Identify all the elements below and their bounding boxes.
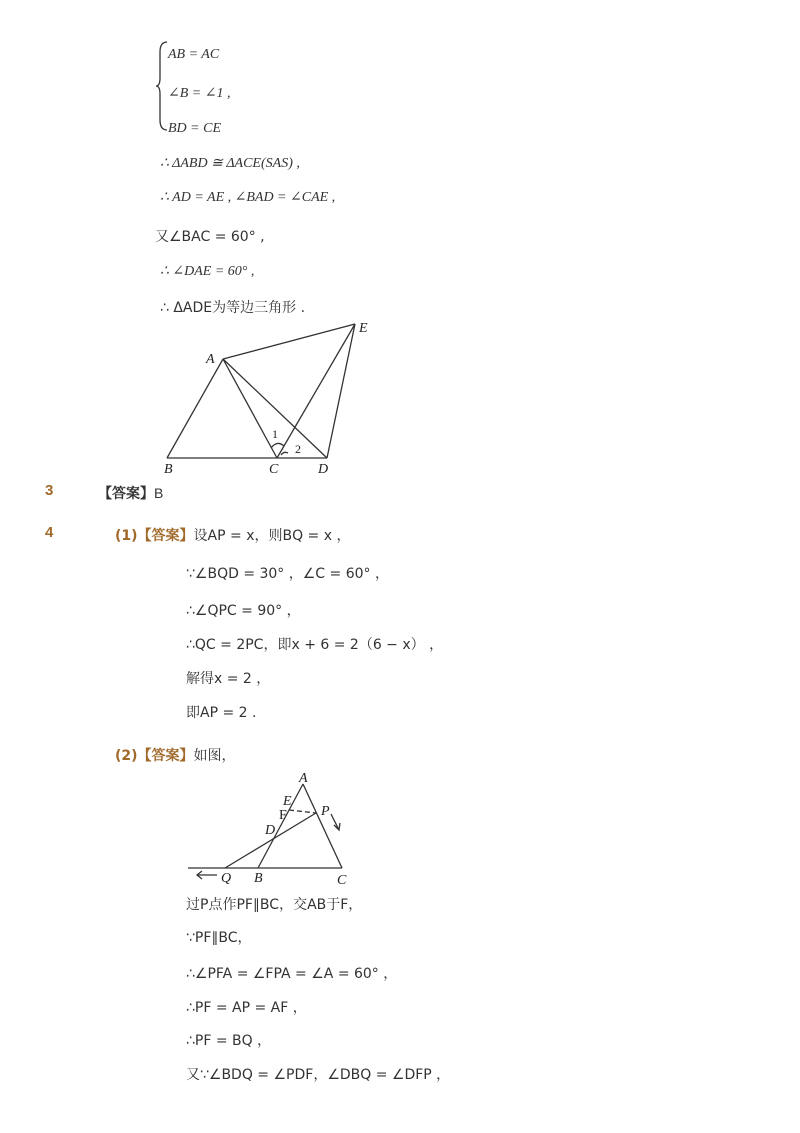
part1-line-3: ∴∠QPC = 90° ， <box>186 603 301 619</box>
system-line-3: BD = CE <box>168 121 221 136</box>
system-line-1: AB = AC <box>168 47 220 62</box>
system-line-2: ∠B = ∠1 , <box>168 86 231 101</box>
part1-line-5: 解得x = 2 ， <box>186 671 271 687</box>
part1-line-6: 即AP = 2 . <box>186 705 257 721</box>
triangle-figure-2 <box>185 770 365 890</box>
question-number-3: 3 <box>45 482 54 499</box>
fig2-label-q: Q <box>221 871 232 886</box>
fig1-label-a: A <box>206 352 215 367</box>
proof-line-bac: 又∠BAC = 60° , <box>155 229 265 245</box>
fig1-label-c: C <box>269 462 279 477</box>
part2-line-2: ∵PF∥BC， <box>186 930 252 946</box>
proof-line-equal-sides: ∴ AD = AE , ∠BAD = ∠CAE , <box>160 190 336 205</box>
part2-line-5: ∴PF = BQ ， <box>186 1033 272 1049</box>
part2-intro: 如图， <box>193 748 236 764</box>
part1-line-2: ∵∠BQD = 30° ，∠C = 60° ， <box>186 566 389 582</box>
part1-line-1: 设AP = x，则BQ = x ， <box>193 528 351 544</box>
fig1-label-b: B <box>164 462 173 477</box>
proof-line-conclusion: ∴ ΔADE为等边三角形 . <box>160 300 306 316</box>
question-number-4: 4 <box>45 524 54 541</box>
fig2-label-d: D <box>265 823 276 838</box>
question-3-answer <box>98 483 163 503</box>
fig2-label-c: C <box>337 873 347 888</box>
part2-line-6: 又∵∠BDQ = ∠PDF，∠DBQ = ∠DFP ， <box>186 1067 451 1083</box>
proof-line-congruent: ∴ ΔABD ≅ ΔACE(SAS) , <box>160 156 300 171</box>
answer-value: B <box>154 485 164 501</box>
fig1-label-angle-2: 2 <box>295 442 301 456</box>
fig2-label-e: E <box>283 794 292 809</box>
answer-tag: 【答案】 <box>98 486 154 502</box>
q4-part1-first-line <box>115 525 350 545</box>
fig1-label-e: E <box>359 321 368 336</box>
part2-line-4: ∴PF = AP = AF ， <box>186 1000 307 1016</box>
fig2-label-f: F <box>279 808 287 823</box>
triangle-figure-1 <box>150 315 380 480</box>
part1-tag: (1)【答案】 <box>115 528 194 544</box>
part1-line-4: ∴QC = 2PC，即x + 6 = 2（6 − x） ， <box>186 637 444 653</box>
fig1-label-d: D <box>318 462 329 477</box>
proof-line-dae: ∴ ∠DAE = 60° , <box>160 264 255 279</box>
part2-line-3: ∴∠PFA = ∠FPA = ∠A = 60° ， <box>186 966 398 982</box>
q4-part2-first-line <box>115 745 236 765</box>
fig2-label-a: A <box>299 771 308 786</box>
fig2-label-p: P <box>321 804 330 819</box>
fig1-label-angle-1: 1 <box>272 427 278 441</box>
part2-line-1: 过P点作PF∥BC，交AB于F， <box>186 897 363 913</box>
part2-tag: (2)【答案】 <box>115 748 194 764</box>
fig2-label-b: B <box>254 871 263 886</box>
left-brace <box>155 40 169 132</box>
